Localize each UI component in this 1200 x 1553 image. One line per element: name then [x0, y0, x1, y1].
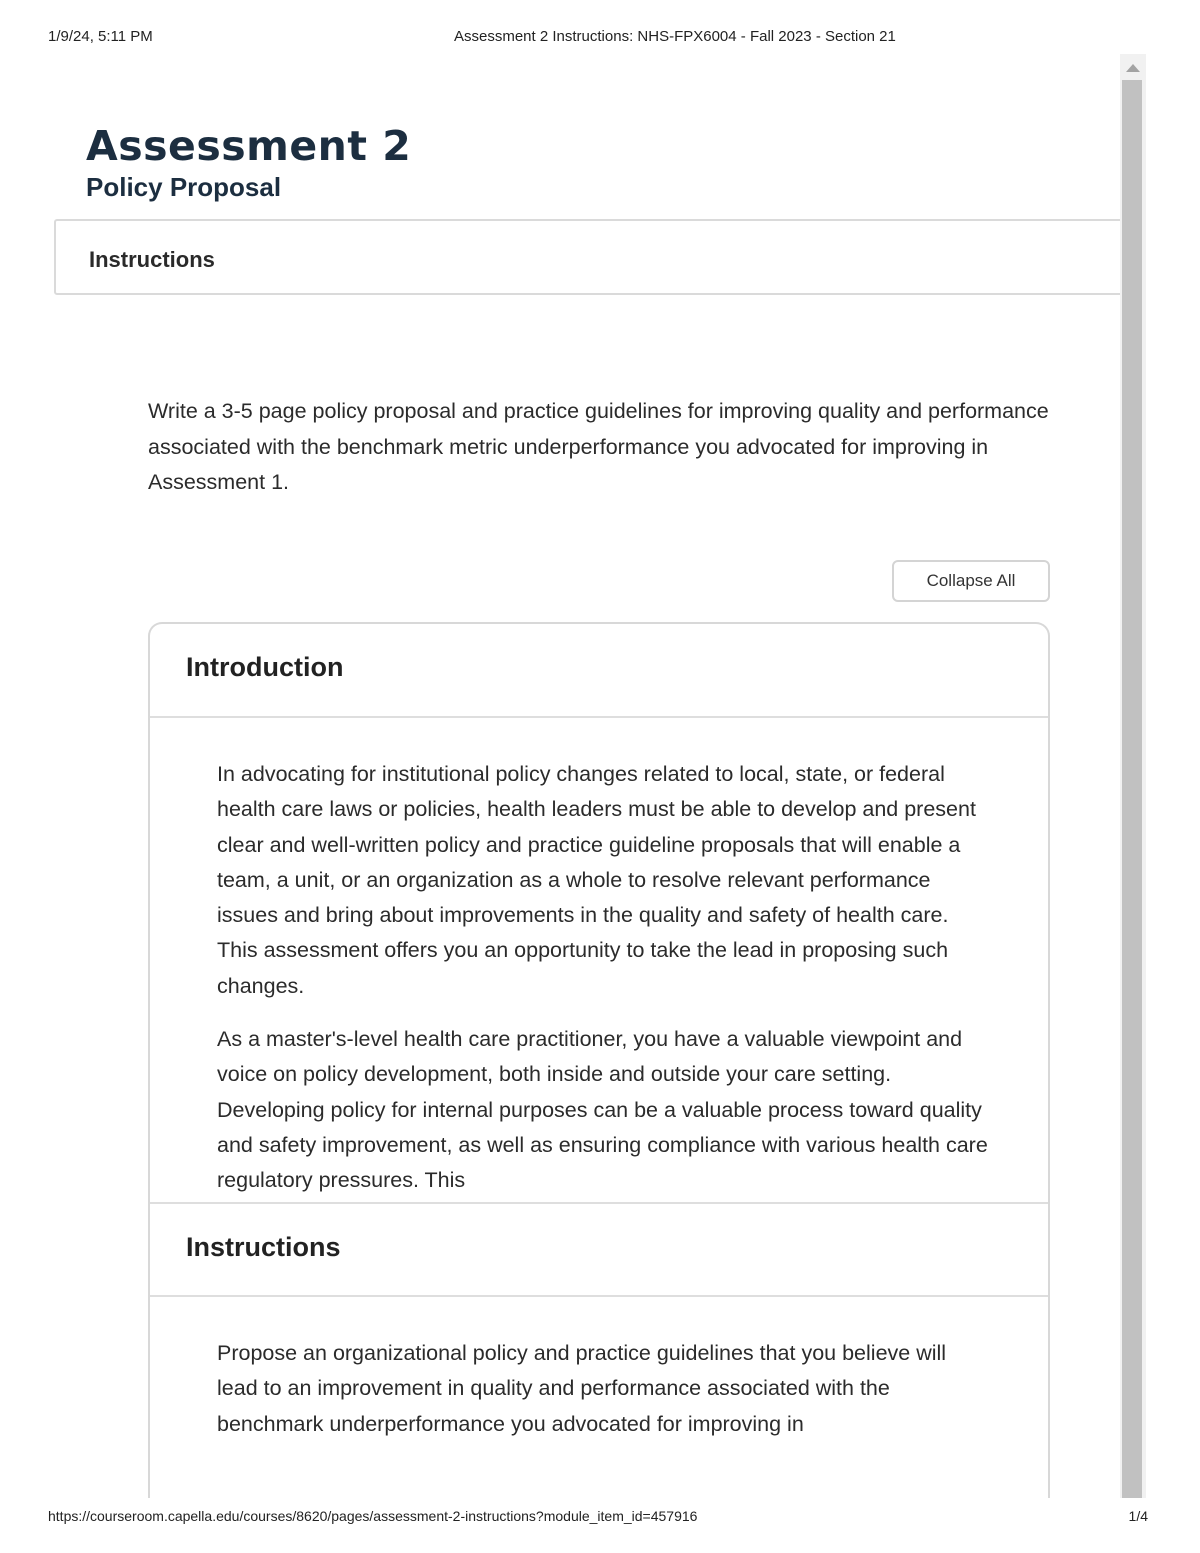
accordion-header-instructions[interactable]	[150, 1204, 1048, 1296]
tab-instructions[interactable]: Instructions	[89, 247, 215, 272]
assessment-summary: Write a 3-5 page policy proposal and practice guidelines for improving quality and performance associated with the benchmark metric underperformance you advocated for improving in Assessment 1.	[148, 399, 1049, 494]
accordion-header-introduction[interactable]	[150, 624, 1048, 716]
body-paragraph: Propose an organizational policy and practice guidelines that you believe will lead to an improvement in quality and performance associated with the benchmark underperformance you advocated for improving in	[217, 1341, 947, 1436]
accordion	[148, 622, 1050, 1498]
collapse-all-button[interactable]: Collapse All	[892, 560, 1050, 602]
scrollbar-thumb[interactable]	[1122, 80, 1142, 1498]
vertical-scrollbar[interactable]	[1120, 54, 1146, 1498]
tab-bar	[54, 219, 1120, 295]
page-subtitle: Policy Proposal	[86, 172, 282, 202]
print-url: https://courseroom.capella.edu/courses/8620/pages/assessment-2-instructions?module_item_id=457916	[48, 1508, 698, 1524]
divider	[150, 716, 1048, 718]
print-header	[0, 28, 1200, 48]
divider	[150, 1295, 1048, 1297]
scroll-up-arrow-icon[interactable]	[1120, 58, 1146, 78]
body-paragraph: As a master's-level health care practitioner, you have a valuable viewpoint and voice on policy development, both inside and outside your care setting. Developing policy for internal purposes can be a valuable process toward quality and safety improvement, as well as ensuring compliance with various health care regulatory pressures. This	[217, 1027, 988, 1193]
section-heading: Instructions	[186, 1232, 341, 1262]
page-title: Assessment 2	[86, 122, 412, 170]
section-heading: Introduction	[186, 652, 344, 682]
accordion-body-introduction	[217, 757, 992, 1201]
content-viewport	[0, 56, 1120, 1498]
accordion-body-instructions	[217, 1336, 992, 1498]
print-page-title: Assessment 2 Instructions: NHS-FPX6004 - Fall 2023 - Section 21	[454, 28, 896, 45]
print-page-number: 1/4	[1128, 1508, 1148, 1524]
body-paragraph: In advocating for institutional policy changes related to local, state, or federal health care laws or policies, health leaders must be able to develop and present clear and well-written policy and practice guideline proposals that will enable a team, a unit, or an organization as a whole to resolve relevant performance issues and bring about improvements in the quality and safety of health care. This assessment offers you an opportunity to take the lead in proposing such changes.	[217, 762, 976, 998]
print-datetime: 1/9/24, 5:11 PM	[48, 28, 153, 45]
